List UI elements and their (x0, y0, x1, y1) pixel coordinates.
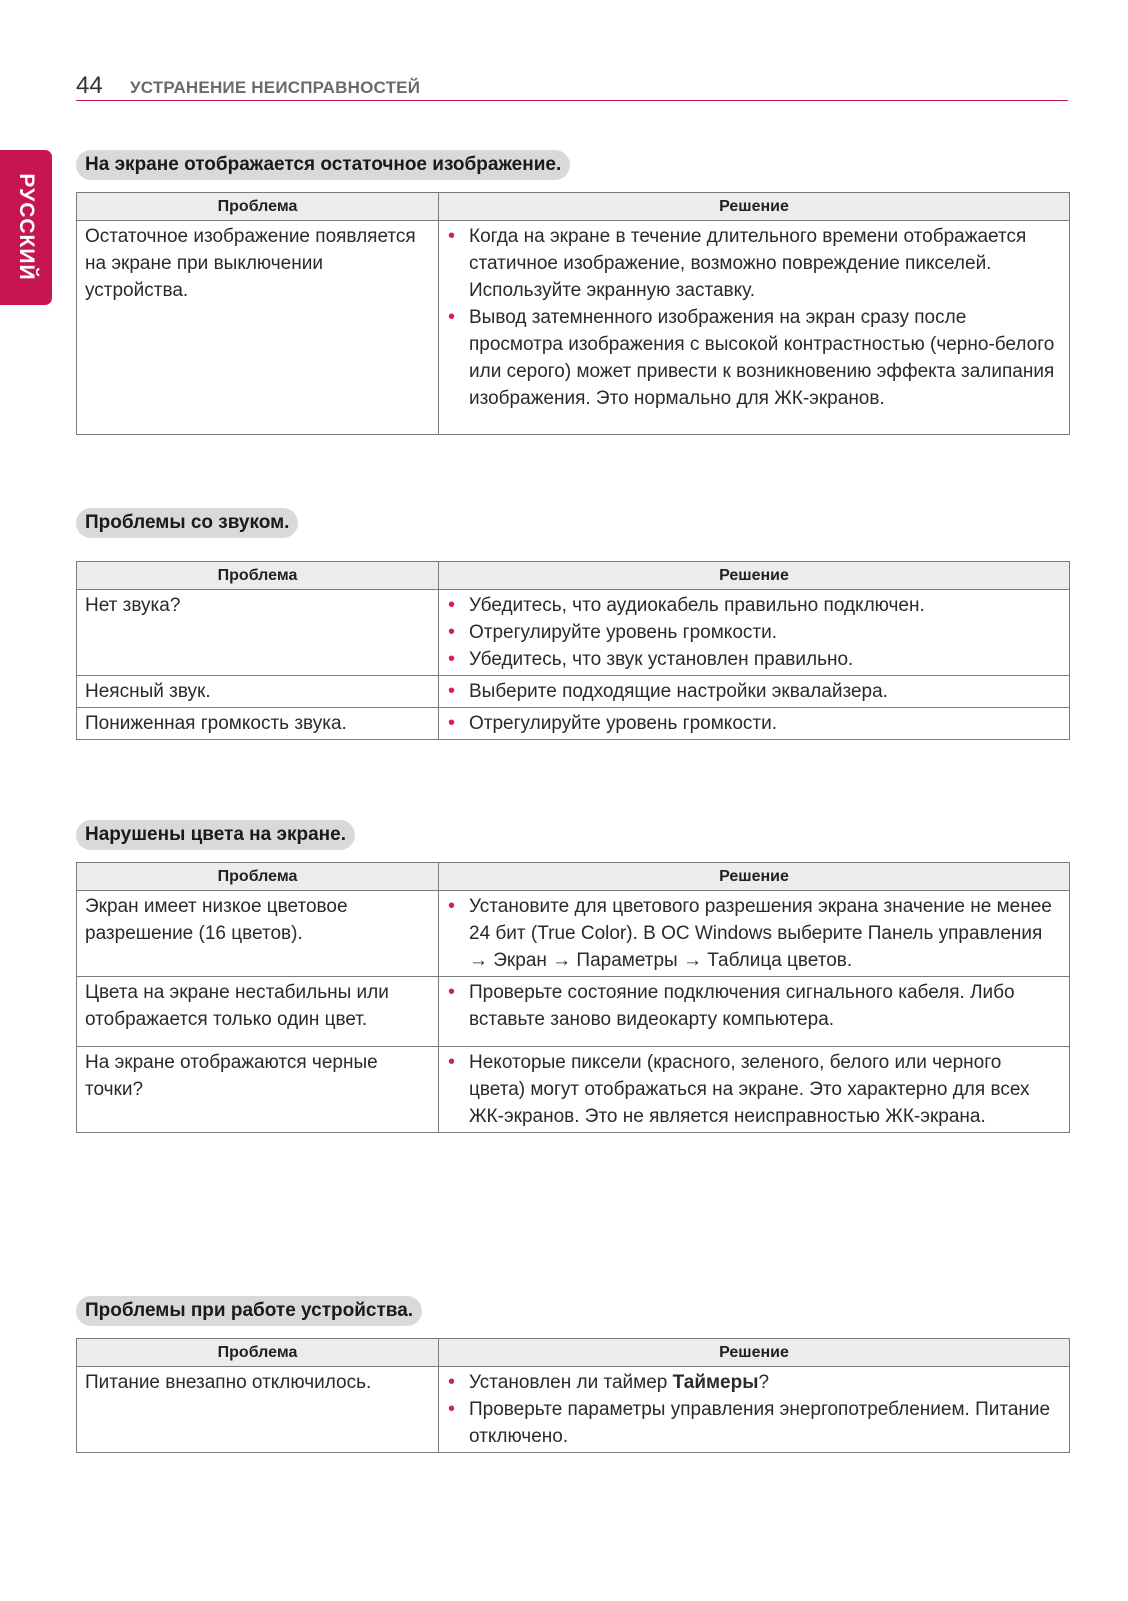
solution-item: • Установите для цветового разрешения экрана значение не менее 24 бит (True Color). В ОС Windows выберите Панель управления → Экран → Параметры → Таблица цветов. (447, 893, 1061, 974)
solution-cell (439, 1367, 1070, 1453)
language-tab-label: РУССКИЙ (15, 173, 38, 281)
solution-cell (439, 1047, 1070, 1133)
solution-item: • Отрегулируйте уровень громкости. (447, 619, 1061, 646)
timer-menu-name: Таймеры (672, 1372, 759, 1393)
table-row (77, 221, 1070, 435)
page-header (76, 70, 1068, 101)
troubleshooting-table (76, 561, 1070, 740)
solution-item: • Отрегулируйте уровень громкости. (447, 710, 1061, 737)
troubleshooting-table (76, 192, 1070, 435)
table-row (77, 977, 1070, 1047)
solution-item: • Проверьте параметры управления энергопотреблением. Питание отключено. (447, 1396, 1061, 1450)
solution-cell (439, 590, 1070, 676)
solution-item: • Убедитесь, что звук установлен правильно. (447, 646, 1061, 673)
solution-item: • Проверьте состояние подключения сигнального кабеля. Либо вставьте заново видеокарту компьютера. (447, 979, 1061, 1033)
problem-cell: Цвета на экране нестабильны или отображается только один цвет. (77, 977, 439, 1047)
problem-cell: Нет звука? (77, 590, 439, 676)
solution-item: • Выберите подходящие настройки эквалайзера. (447, 678, 1061, 705)
solution-cell (439, 221, 1070, 435)
section-title: Проблемы при работе устройства. (76, 1296, 422, 1326)
solution-item: • Вывод затемненного изображения на экран сразу после просмотра изображения с высокой контрастностью (черно-белого или серого) может привести к возникновению эффекта залипания изображения. Это нормально для ЖК-экранов. (447, 304, 1061, 412)
column-header-problem: Проблема (77, 193, 439, 221)
table-header-row (77, 1339, 1070, 1367)
solution-cell (439, 676, 1070, 708)
solution-item: • Убедитесь, что аудиокабель правильно подключен. (447, 592, 1061, 619)
table-row (77, 1367, 1070, 1453)
table-row (77, 1047, 1070, 1133)
section-operation (76, 1296, 1069, 1453)
problem-cell: Питание внезапно отключилось. (77, 1367, 439, 1453)
column-header-solution: Решение (439, 193, 1070, 221)
table-header-row (77, 562, 1070, 590)
timer-question-text: Установлен ли таймер (469, 1372, 673, 1393)
column-header-solution: Решение (439, 863, 1070, 891)
section-colors (76, 820, 1069, 1133)
column-header-problem: Проблема (77, 863, 439, 891)
problem-cell: Пониженная громкость звука. (77, 708, 439, 740)
table-header-row (77, 863, 1070, 891)
table-row (77, 708, 1070, 740)
column-header-solution: Решение (439, 562, 1070, 590)
section-sound (76, 508, 1069, 740)
column-header-problem: Проблема (77, 1339, 439, 1367)
solution-item: • Когда на экране в течение длительного времени отображается статичное изображение, возможно повреждение пикселей. Используйте экранную заставку. (447, 223, 1061, 304)
troubleshooting-table (76, 862, 1070, 1133)
problem-cell: Неясный звук. (77, 676, 439, 708)
section-afterimage (76, 150, 1069, 435)
solution-item: • Некоторые пиксели (красного, зеленого, белого или черного цвета) могут отображаться на экране. Это характерно для всех ЖК-экранов. Это не является неисправностью ЖК-экрана. (447, 1049, 1061, 1130)
table-row (77, 891, 1070, 977)
problem-cell: Экран имеет низкое цветовое разрешение (16 цветов). (77, 891, 439, 977)
solution-cell (439, 708, 1070, 740)
language-tab (0, 150, 52, 305)
table-header-row (77, 193, 1070, 221)
chapter-title: УСТРАНЕНИЕ НЕИСПРАВНОСТЕЙ (130, 78, 421, 97)
column-header-problem: Проблема (77, 562, 439, 590)
solution-cell (439, 977, 1070, 1047)
timer-question-mark: ? (758, 1372, 770, 1393)
table-row (77, 590, 1070, 676)
problem-cell: Остаточное изображение появляется на экране при выключении устройства. (77, 221, 439, 435)
table-row (77, 676, 1070, 708)
page-number: 44 (76, 72, 103, 99)
section-title: На экране отображается остаточное изображение. (76, 150, 570, 180)
section-title: Проблемы со звуком. (76, 508, 298, 538)
solution-cell (439, 891, 1070, 977)
troubleshooting-table (76, 1338, 1070, 1453)
column-header-solution: Решение (439, 1339, 1070, 1367)
solution-item (447, 1369, 1061, 1396)
problem-cell: На экране отображаются черные точки? (77, 1047, 439, 1133)
section-title: Нарушены цвета на экране. (76, 820, 355, 850)
